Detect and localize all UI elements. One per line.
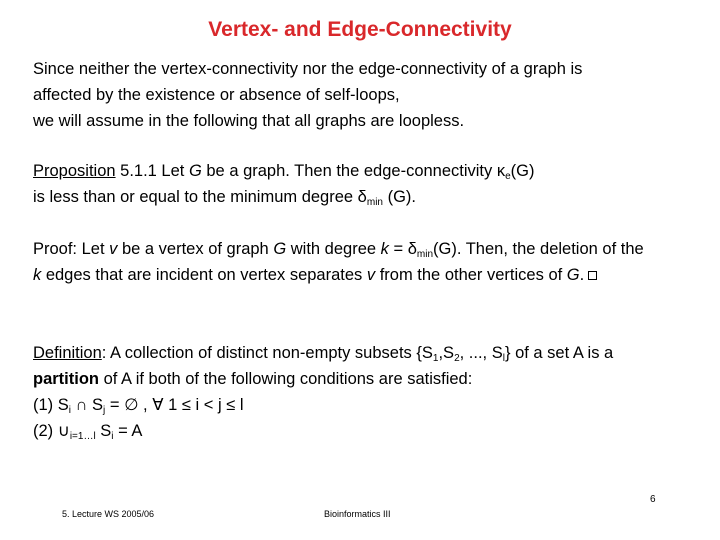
condition-text: = A bbox=[113, 422, 143, 440]
proof-text: be a vertex of graph bbox=[117, 240, 274, 258]
degree-symbol: k bbox=[380, 240, 389, 258]
subscript: j bbox=[103, 405, 106, 416]
proof-line-2 bbox=[33, 262, 713, 288]
footer-lecture: 5. Lecture WS 2005/06 bbox=[62, 509, 155, 519]
subscript: 1 bbox=[432, 353, 439, 364]
definition-line-2 bbox=[33, 366, 713, 392]
subscript: i=1…l bbox=[69, 431, 96, 442]
delta-symbol: δ bbox=[407, 240, 417, 258]
condition-2 bbox=[33, 418, 713, 444]
intro-line-2: affected by the existence or absence of self-loops, bbox=[33, 86, 400, 104]
delta-symbol: δ bbox=[357, 188, 367, 206]
definition-line-1 bbox=[33, 340, 713, 366]
proof-text: = bbox=[388, 240, 408, 258]
proof-text: from the other vertices of bbox=[375, 266, 567, 284]
proof-text: (G). Then, the deletion of the bbox=[433, 240, 644, 258]
kappa-symbol: κ bbox=[496, 162, 506, 180]
proof-paragraph bbox=[33, 236, 713, 288]
proposition-text: (G). bbox=[382, 188, 416, 206]
footer-course: Bioinformatics III bbox=[324, 509, 391, 519]
proof-text: with degree bbox=[286, 240, 381, 258]
definition-paragraph bbox=[33, 340, 713, 444]
condition-1 bbox=[33, 392, 713, 418]
definition-text: } of a set A is a bbox=[504, 344, 614, 362]
definition-label: Definition bbox=[33, 344, 102, 362]
proof-text: edges that are incident on vertex separates bbox=[41, 266, 367, 284]
kappa-subscript: e bbox=[505, 171, 511, 182]
delta-subscript: min bbox=[416, 249, 434, 260]
qed-square-icon bbox=[588, 271, 597, 280]
condition-text: (2) ∪ bbox=[33, 422, 70, 440]
proposition-text: is less than or equal to the minimum degree bbox=[33, 188, 358, 206]
proposition-text: be a graph. Then the edge-connectivity bbox=[201, 162, 497, 180]
slide-title: Vertex- and Edge-Connectivity bbox=[208, 18, 512, 41]
delta-subscript: min bbox=[366, 197, 383, 208]
proposition-label: Proposition bbox=[33, 162, 116, 180]
condition-text: S bbox=[95, 422, 112, 440]
condition-text: ∩ S bbox=[71, 396, 104, 414]
graph-symbol: G bbox=[273, 240, 287, 258]
definition-text: , ..., S bbox=[459, 344, 503, 362]
proposition-text: 5.1.1 Let bbox=[115, 162, 189, 180]
subscript: 2 bbox=[454, 353, 460, 364]
subscript: i bbox=[68, 405, 71, 416]
proof-line-1 bbox=[33, 236, 713, 262]
subscript: l bbox=[502, 353, 505, 364]
graph-symbol: G bbox=[566, 266, 580, 284]
subscript: i bbox=[111, 431, 114, 442]
proposition-text: (G) bbox=[510, 162, 535, 180]
proof-text: Proof: Let bbox=[33, 240, 110, 258]
definition-text: ,S bbox=[438, 344, 455, 362]
condition-text: = ∅ , ∀ 1 ≤ i < j ≤ l bbox=[105, 396, 244, 414]
intro-paragraph bbox=[33, 56, 713, 134]
proposition-line-2 bbox=[33, 184, 713, 210]
graph-symbol: G bbox=[188, 162, 202, 180]
proposition-paragraph bbox=[33, 158, 713, 210]
intro-line-1: Since neither the vertex-connectivity nor the edge-connectivity of a graph is bbox=[33, 60, 583, 78]
page-number: 6 bbox=[650, 494, 656, 505]
vertex-symbol: v bbox=[366, 266, 376, 284]
degree-symbol: k bbox=[33, 266, 42, 284]
intro-line-3: we will assume in the following that all graphs are loopless. bbox=[33, 112, 465, 130]
vertex-symbol: v bbox=[109, 240, 118, 258]
definition-text: : A collection of distinct non-empty subsets {S bbox=[101, 344, 433, 362]
proposition-line-1 bbox=[33, 158, 713, 184]
definition-text: of A if both of the following conditions are satisfied: bbox=[99, 370, 473, 388]
proof-text: . bbox=[579, 266, 585, 284]
condition-text: (1) S bbox=[33, 396, 69, 414]
partition-term: partition bbox=[33, 370, 99, 388]
